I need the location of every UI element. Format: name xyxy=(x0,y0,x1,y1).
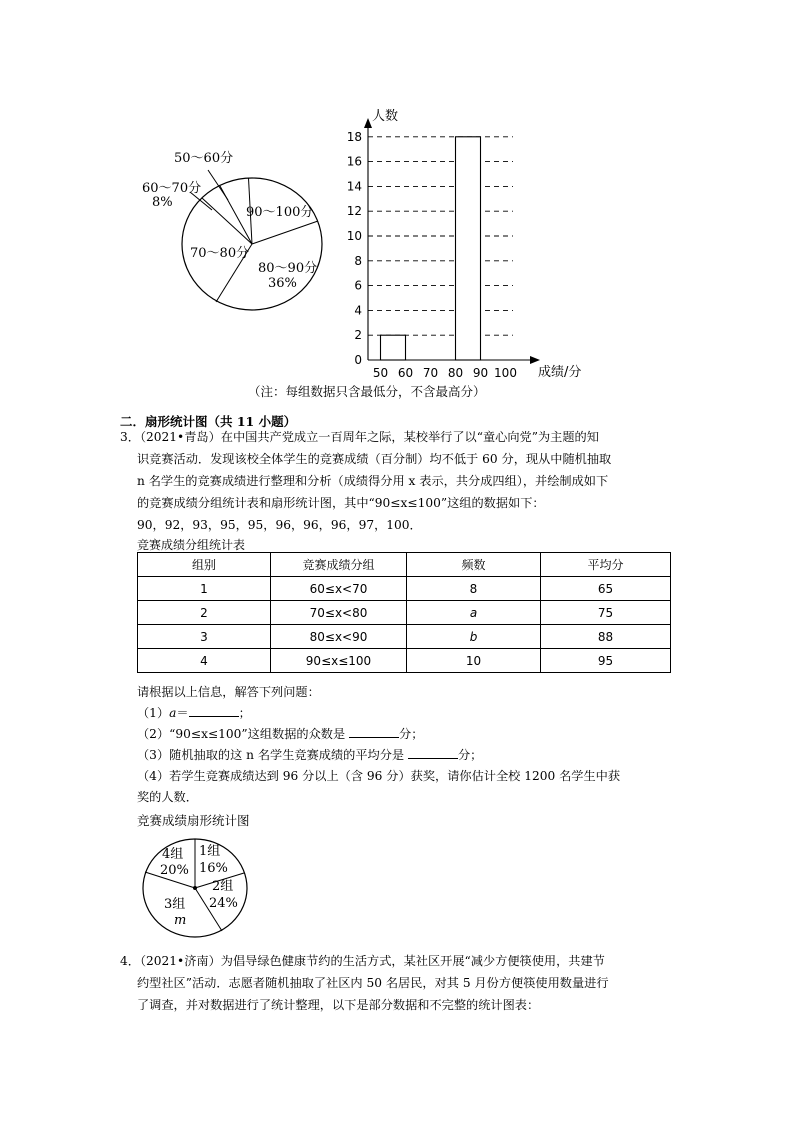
q3-sub1 xyxy=(137,704,251,721)
x-tick-label: 60 xyxy=(397,366,414,380)
y-axis-arrow xyxy=(364,118,372,128)
sub1-prefix: （1） xyxy=(137,706,170,720)
histogram-note: （注：每组数据只含最低分，不含最高分） xyxy=(248,384,486,399)
y-tick-label: 2 xyxy=(354,328,362,343)
y-tick-label: 6 xyxy=(354,278,362,293)
histogram-ylabel: 人数 xyxy=(372,109,399,124)
table-header-row xyxy=(138,553,671,577)
q3-line-3: n 名学生的竞赛成绩进行整理和分析（成绩得分用 x 表示，共分成四组），并绘制成如下 xyxy=(137,474,609,488)
top-pie-label-80-90-pct: 36% xyxy=(268,276,297,291)
sub2-end: 分； xyxy=(399,727,424,741)
table-cell: 80≤x<90 xyxy=(271,625,407,649)
x-tick-label: 50 xyxy=(372,366,389,380)
x-axis-arrow xyxy=(530,356,540,364)
sub1-var: a xyxy=(169,706,177,720)
histogram-xlabel: 成绩/分 xyxy=(538,365,582,380)
pie-label-g3: 3组 xyxy=(164,897,186,912)
table-title: 竞赛成绩分组统计表 xyxy=(137,538,246,552)
q4-line-2: 约型社区”活动．志愿者随机抽取了社区内 50 名居民，对其 5 月份方便筷使用数量进行 xyxy=(137,976,609,990)
y-tick-label: 16 xyxy=(346,154,362,169)
table-cell: a xyxy=(407,601,541,625)
q3-line-1: 3．（2021•青岛）在中国共产党成立一百周年之际，某校举行了以“童心向党”为主题的知 xyxy=(120,430,599,444)
y-tick-label: 8 xyxy=(354,253,362,268)
table-cell: 90≤x≤100 xyxy=(271,649,407,673)
pie-label-g2-pct: 24% xyxy=(209,896,238,911)
table-cell: 75 xyxy=(541,601,671,625)
answer-blank-3[interactable] xyxy=(408,746,458,759)
pie-label-g1-pct: 16% xyxy=(199,861,228,876)
top-pie-label-90-100: 90～100分 xyxy=(246,205,314,220)
pie-label-g3-pct: m xyxy=(174,913,187,928)
x-tick-label: 90 xyxy=(472,366,489,380)
table-cell: 3 xyxy=(138,625,271,649)
pie-label-g4: 4组 xyxy=(162,847,184,862)
top-pie-label-60-70: 60～70分 xyxy=(142,181,202,196)
score-table xyxy=(137,552,671,673)
pie-label-g4-pct: 20% xyxy=(160,863,189,878)
table-cell: b xyxy=(407,625,541,649)
sub1-eq: ＝ xyxy=(176,706,189,720)
pie-chart-title: 竞赛成绩扇形统计图 xyxy=(137,813,250,828)
table-cell: 2 xyxy=(138,601,271,625)
y-tick-label: 12 xyxy=(346,204,362,219)
q3-line-5: 90，92，93，95，95，96，96，96，97，100． xyxy=(137,518,422,532)
table-cell: 70≤x<80 xyxy=(271,601,407,625)
table-header: 频数 xyxy=(407,553,541,577)
table-row xyxy=(138,601,671,625)
histogram-bar xyxy=(381,335,406,360)
table-cell: 95 xyxy=(541,649,671,673)
sub3-end: 分； xyxy=(457,748,483,762)
q3-sub3 xyxy=(137,746,482,763)
table-cell: 8 xyxy=(407,577,541,601)
y-tick-label: 10 xyxy=(346,229,362,243)
table-cell: 88 xyxy=(541,625,671,649)
q3-sub2 xyxy=(137,725,423,742)
q3-prompt: 请根据以上信息，解答下列问题： xyxy=(137,685,320,699)
table-cell: 1 xyxy=(138,577,271,601)
table-header: 平均分 xyxy=(541,553,671,577)
table-row xyxy=(138,625,671,649)
q4-line-3: 了调查，并对数据进行了统计整理，以下是部分数据和不完整的统计图表： xyxy=(137,998,540,1012)
table-row xyxy=(138,577,671,601)
table-row xyxy=(138,649,671,673)
top-pie-divider-2 xyxy=(252,221,318,244)
table-cell: 10 xyxy=(407,649,541,673)
table-cell: 65 xyxy=(541,577,671,601)
q4-paragraph xyxy=(120,950,690,1016)
top-pie-label-60-70-pct: 8% xyxy=(152,195,173,210)
y-tick-label: 0 xyxy=(354,353,362,367)
table-cell: 4 xyxy=(138,649,271,673)
q4-line-1: 4．（2021•济南）为倡导绿色健康节约的生活方式，某社区开展“减少方便筷使用，共建节 xyxy=(120,954,605,968)
q3-line-2: 识竞赛活动．发现该校全体学生的竞赛成绩（百分制）均不低于 60 分，现从中随机抽取 xyxy=(137,452,612,466)
x-tick-label: 80 xyxy=(447,366,464,380)
top-pie-label-50-60: 50～60分 xyxy=(174,151,234,166)
sub3-text: （3）随机抽取的这 n 名学生竞赛成绩的平均分是 xyxy=(137,748,405,762)
y-tick-label: 18 xyxy=(346,129,362,144)
y-tick-label: 14 xyxy=(346,179,362,194)
table-header: 竞赛成绩分组 xyxy=(271,553,407,577)
answer-blank-1[interactable] xyxy=(189,704,239,717)
sub2-text: （2）“90≤x≤100”这组数据的众数是 xyxy=(137,727,346,741)
table-header: 组别 xyxy=(138,553,271,577)
x-tick-label: 100 xyxy=(494,366,517,380)
q3-sub4-line1: （4）若学生竞赛成绩达到 96 分以上（含 96 分）获奖，请你估计全校 1200 名学生中获 xyxy=(137,769,621,783)
pie-label-g1: 1组 xyxy=(199,844,221,859)
answer-blank-2[interactable] xyxy=(349,725,399,738)
x-tick-label: 70 xyxy=(422,366,439,380)
q3-line-4: 的竞赛成绩分组统计表和扇形统计图，其中“90≤x≤100”这组的数据如下： xyxy=(137,496,545,510)
sub1-end: ； xyxy=(238,706,251,720)
section-heading: 二．扇形统计图（共 11 小题） xyxy=(120,414,297,429)
histogram-bar xyxy=(456,137,481,360)
q3-paragraph xyxy=(120,426,680,536)
table-cell: 60≤x<70 xyxy=(271,577,407,601)
histogram-chart xyxy=(340,100,600,385)
top-pie-label-70-80: 70～80分 xyxy=(190,246,250,261)
top-pie-label-80-90: 80～90分 xyxy=(258,261,318,276)
y-tick-label: 4 xyxy=(354,303,362,318)
q3-sub4-line2: 奖的人数． xyxy=(137,790,198,804)
pie-label-g2: 2组 xyxy=(212,879,234,894)
